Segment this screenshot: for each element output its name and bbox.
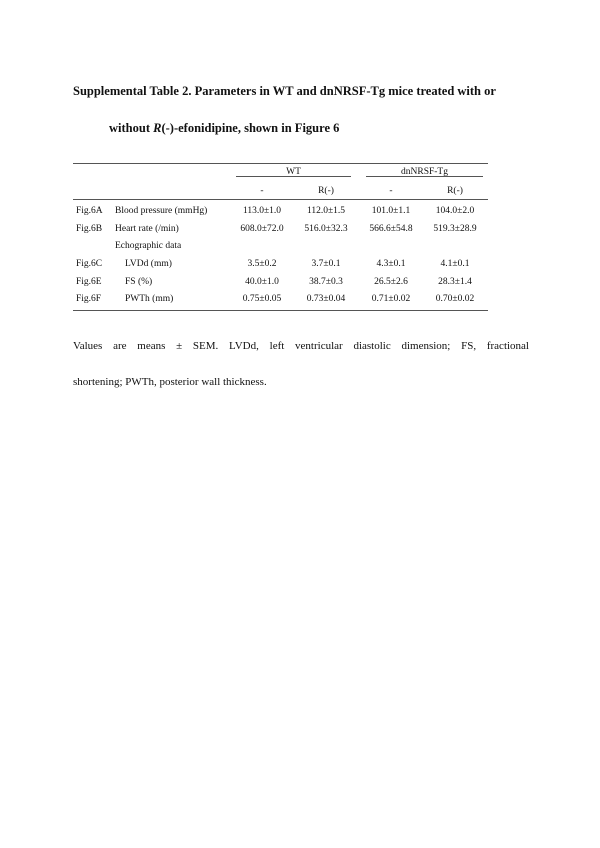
table-cell: 516.0±32.3 xyxy=(304,224,348,234)
table-title-line1: Supplemental Table 2. Parameters in WT and dnNRSF-Tg mice treated with or xyxy=(73,84,496,98)
table-cell: 0.75±0.05 xyxy=(242,294,282,304)
table-cell: 112.0±1.5 xyxy=(306,206,346,216)
table-cell: 26.5±2.6 xyxy=(374,277,408,287)
table-cell: 3.7±0.1 xyxy=(311,259,341,269)
table-cell: 4.1±0.1 xyxy=(440,259,470,269)
row-parameter: Blood pressure (mmHg) xyxy=(115,206,208,216)
table-cell: 608.0±72.0 xyxy=(240,224,284,234)
title-prefix: without xyxy=(109,121,154,135)
table-cell: 566.6±54.8 xyxy=(369,224,413,234)
table-cell: 519.3±28.9 xyxy=(433,224,477,234)
subheader-tg-vehicle: - xyxy=(389,186,393,196)
row-parameter: FS (%) xyxy=(125,277,153,287)
table-cell: 28.3±1.4 xyxy=(438,277,472,287)
row-section-label: Echographic data xyxy=(115,241,182,251)
row-fig-label: Fig.6B xyxy=(76,224,103,234)
row-parameter: LVDd (mm) xyxy=(125,259,172,269)
group-header-wt: WT xyxy=(286,167,301,177)
subheader-wt-r: R(-) xyxy=(318,186,334,196)
table-cell: 101.0±1.1 xyxy=(371,206,411,216)
table-top-rule xyxy=(73,163,488,164)
title-rest: (-)-efonidipine, shown in Figure 6 xyxy=(161,121,340,135)
footnote-line2: shortening; PWTh, posterior wall thickness. xyxy=(73,376,267,388)
row-parameter: Heart rate (/min) xyxy=(115,224,179,234)
table-cell: 0.71±0.02 xyxy=(371,294,411,304)
table-cell: 3.5±0.2 xyxy=(247,259,277,269)
table-cell: 38.7±0.3 xyxy=(309,277,343,287)
table-cell: 0.70±0.02 xyxy=(435,294,475,304)
table-cell: 40.0±1.0 xyxy=(245,277,279,287)
title-italic-r: R xyxy=(153,121,162,135)
subheader-tg-r: R(-) xyxy=(447,186,463,196)
header-bottom-rule xyxy=(73,199,488,200)
table-cell: 0.73±0.04 xyxy=(306,294,346,304)
table-cell: 113.0±1.0 xyxy=(242,206,282,216)
row-fig-label: Fig.6A xyxy=(76,206,103,216)
row-fig-label: Fig.6F xyxy=(76,294,102,304)
table-cell: 104.0±2.0 xyxy=(435,206,475,216)
table-title-line2 xyxy=(109,121,509,136)
group-header-dnnrsf-tg: dnNRSF-Tg xyxy=(401,167,448,177)
row-parameter: PWTh (mm) xyxy=(125,294,174,304)
row-fig-label: Fig.6E xyxy=(76,277,102,287)
row-fig-label: Fig.6C xyxy=(76,259,103,269)
table-cell: 4.3±0.1 xyxy=(376,259,406,269)
table-bottom-rule xyxy=(73,310,488,311)
subheader-wt-vehicle: - xyxy=(260,186,264,196)
footnote-line1: Values are means ± SEM. LVDd, left ventricular diastolic dimension; FS, fractional xyxy=(73,340,529,352)
